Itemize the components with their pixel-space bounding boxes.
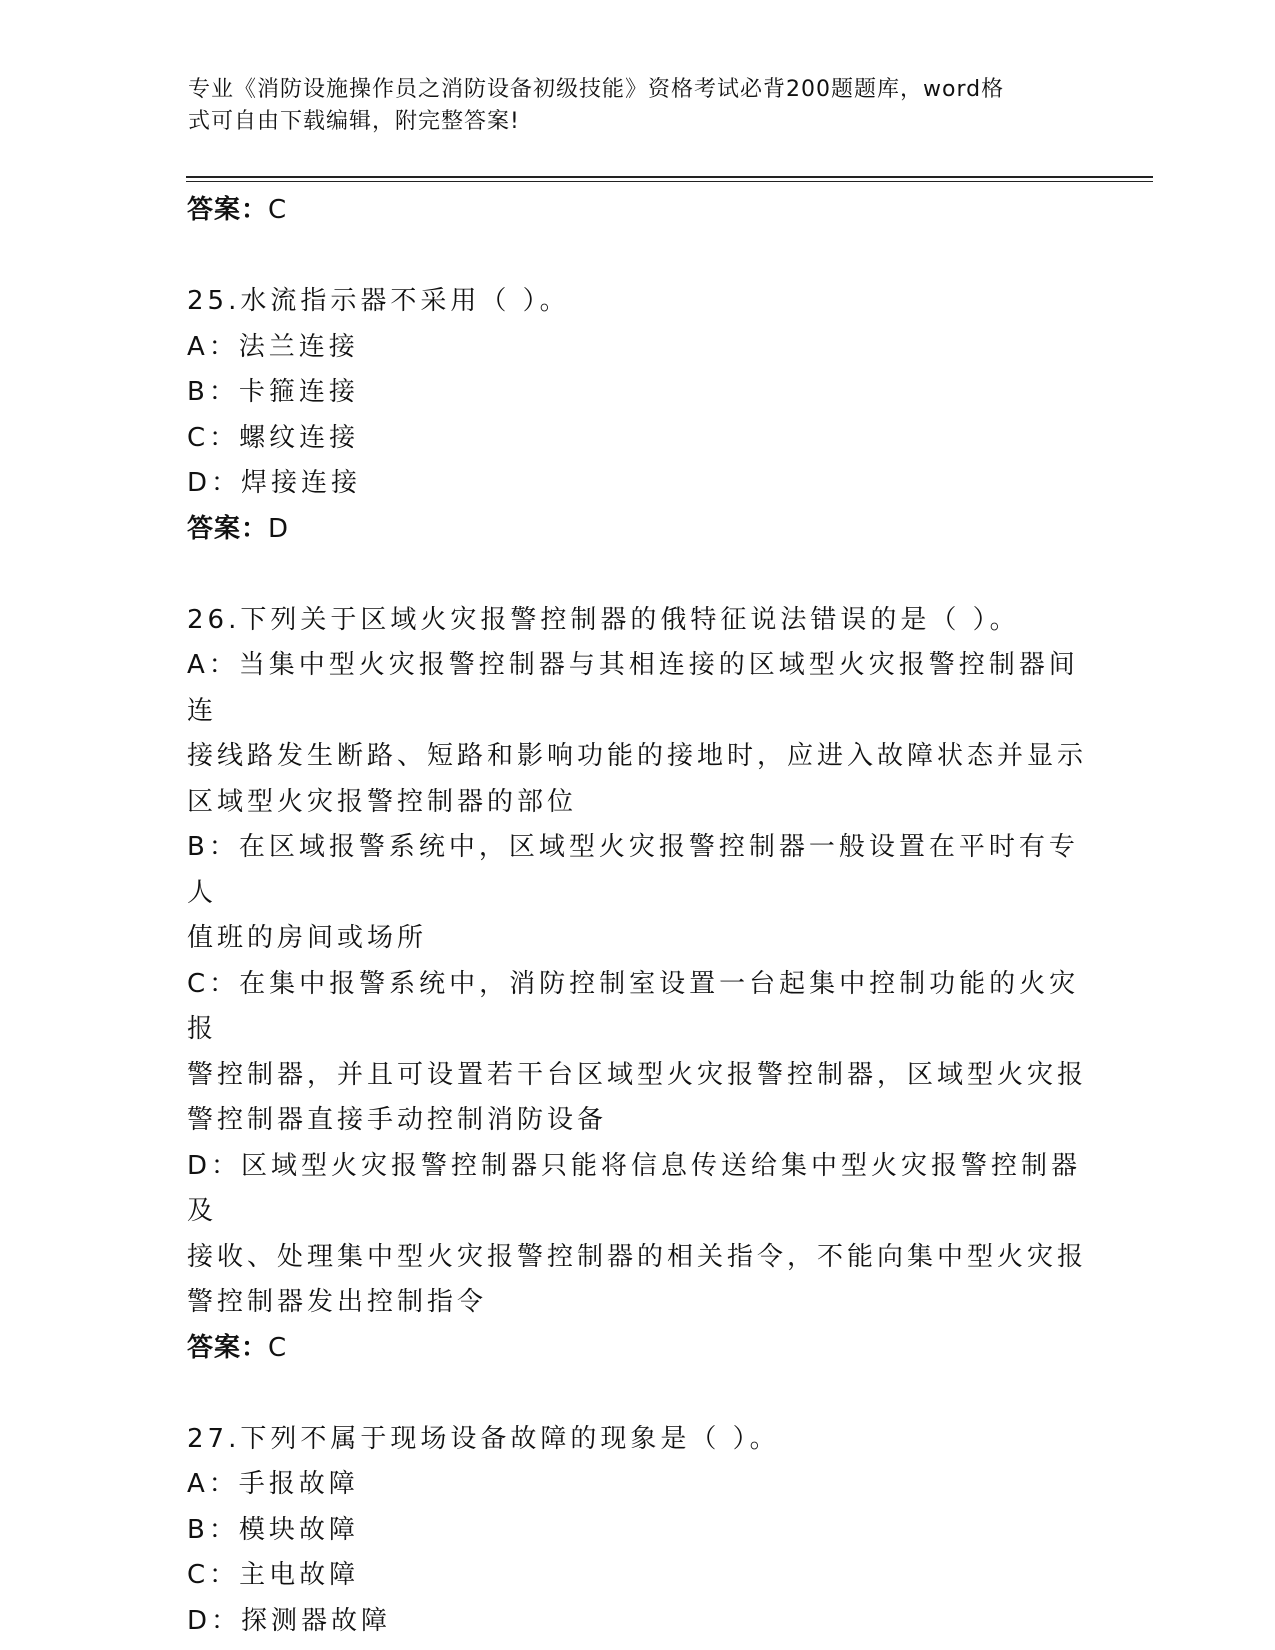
answer-value: D bbox=[268, 513, 290, 544]
question-26 bbox=[187, 598, 1087, 1370]
option-a: A：手报故障 bbox=[187, 1469, 359, 1499]
option-c bbox=[187, 962, 1087, 1144]
answer-prefix: 答案： bbox=[187, 195, 269, 225]
header-rule-thick bbox=[186, 176, 1153, 178]
option-line: A：当集中型火灾报警控制器与其相连接的区域型火灾报警控制器间连 bbox=[187, 650, 1079, 726]
question-list bbox=[187, 188, 1087, 1644]
answer-line bbox=[187, 1326, 1087, 1370]
option-b: B：卡箍连接 bbox=[187, 377, 359, 407]
question-stem: 27.下列不属于现场设备故障的现象是（ ）。 bbox=[187, 1423, 780, 1454]
question-27 bbox=[187, 1417, 1087, 1645]
header-line-2: 式可自由下载编辑，附完整答案! bbox=[188, 109, 520, 134]
option-line: D：区域型火灾报警控制器只能将信息传送给集中型火灾报警控制器及 bbox=[187, 1150, 1082, 1226]
option-line: 接收、处理集中型火灾报警控制器的相关指令，不能向集中型火灾报 bbox=[187, 1241, 1088, 1272]
option-line: 值班的房间或场所 bbox=[187, 923, 428, 953]
option-line: 区域型火灾报警控制器的部位 bbox=[187, 786, 578, 817]
option-b bbox=[187, 825, 1087, 962]
header-line-1: 专业《消防设施操作员之消防设备初级技能》资格考试必背200题题库，word格 bbox=[188, 77, 1005, 102]
question-25 bbox=[187, 279, 1087, 551]
option-d bbox=[187, 1144, 1087, 1326]
answer-line bbox=[187, 507, 1087, 551]
spacer bbox=[187, 232, 1087, 279]
option-d: D：焊接连接 bbox=[187, 468, 362, 498]
option-line: 警控制器直接手动控制消防设备 bbox=[187, 1105, 608, 1135]
option-b: B：模块故障 bbox=[187, 1514, 359, 1545]
option-c: C：主电故障 bbox=[187, 1560, 360, 1590]
question-stem: 25.水流指示器不采用（ ）。 bbox=[187, 286, 570, 316]
spacer bbox=[187, 1370, 1087, 1417]
spacer bbox=[187, 551, 1087, 598]
answer-value: C bbox=[268, 195, 288, 225]
option-a: A：法兰连接 bbox=[187, 331, 359, 362]
option-line: 接线路发生断路、短路和影响功能的接地时，应进入故障状态并显示 bbox=[187, 741, 1088, 771]
option-line: B：在区域报警系统中，区域型火灾报警控制器一般设置在平时有专人 bbox=[187, 832, 1079, 908]
question-stem: 26.下列关于区域火灾报警控制器的俄特征说法错误的是（ ）。 bbox=[187, 604, 1020, 635]
option-a bbox=[187, 643, 1087, 825]
option-line: C：在集中报警系统中，消防控制室设置一台起集中控制功能的火灾报 bbox=[187, 968, 1080, 1044]
answer-prefix: 答案： bbox=[187, 1332, 269, 1363]
header-rule-thin bbox=[186, 181, 1153, 182]
answer-value: C bbox=[268, 1332, 288, 1363]
option-c: C：螺纹连接 bbox=[187, 422, 360, 453]
option-line: 警控制器发出控制指令 bbox=[187, 1287, 488, 1317]
option-line: 警控制器，并且可设置若干台区域型火灾报警控制器，区域型火灾报 bbox=[187, 1059, 1088, 1090]
option-d: D：探测器故障 bbox=[187, 1605, 392, 1636]
answer-prefix: 答案： bbox=[187, 513, 269, 544]
document-header bbox=[188, 74, 1088, 138]
answer-line bbox=[187, 188, 1087, 232]
